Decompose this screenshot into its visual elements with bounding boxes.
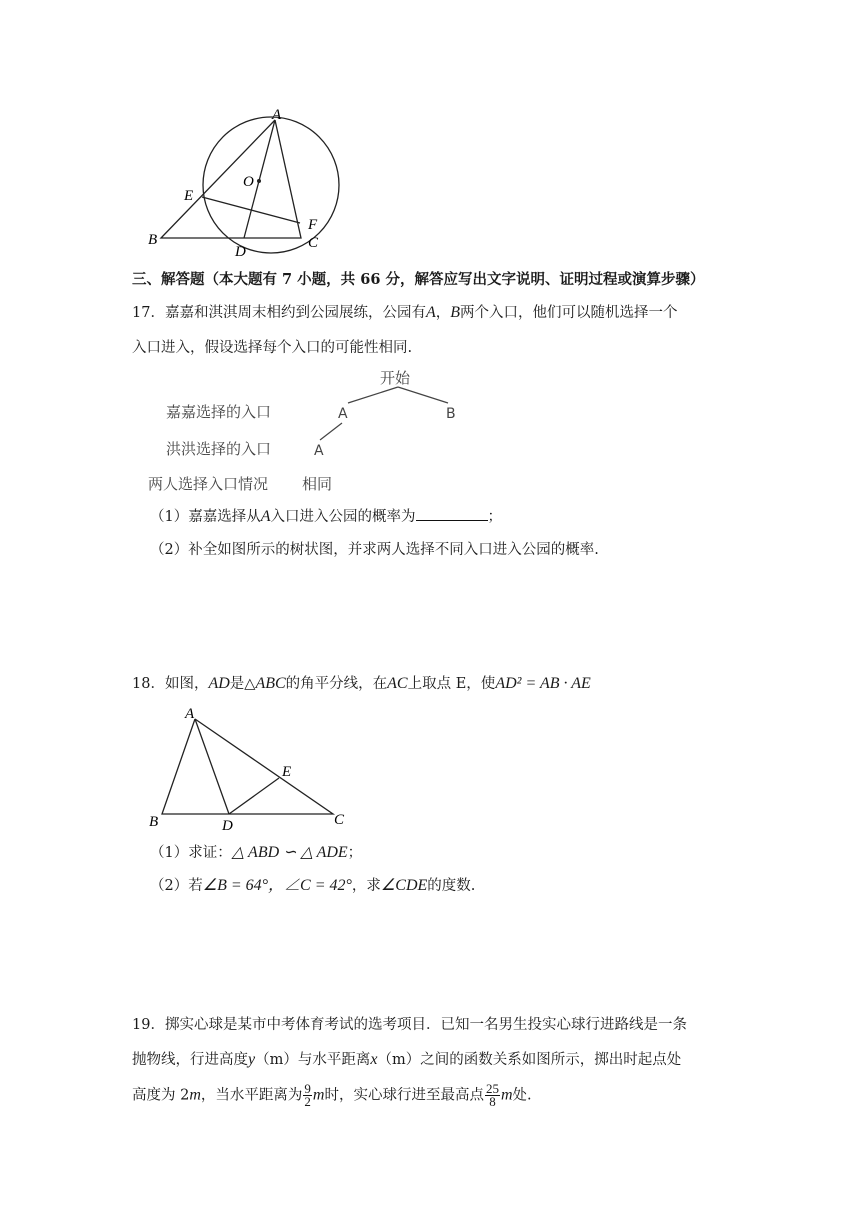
tree-start: 开始 bbox=[380, 369, 411, 387]
q18-part1-end: ； bbox=[347, 845, 363, 861]
q17-var-b: B bbox=[450, 304, 461, 321]
q18-part1 bbox=[150, 843, 362, 863]
label-b: B bbox=[148, 232, 158, 248]
q19-y: y bbox=[248, 1051, 256, 1068]
tree-node-b1: B bbox=[446, 406, 456, 422]
q17-part1 bbox=[150, 506, 502, 527]
tree-node-a1: A bbox=[338, 406, 348, 422]
frac1-num: 9 bbox=[304, 1081, 311, 1096]
q17-text-a: 17．嘉嘉和淇淇周末相约到公园展练，公园有 bbox=[132, 305, 426, 321]
frac2-den: 8 bbox=[489, 1094, 496, 1109]
q18-part2-mid: ，求 bbox=[351, 878, 381, 894]
q18-equation: AD² = AB · AE bbox=[495, 675, 591, 692]
q18-part2-end: 的度数. bbox=[427, 878, 476, 894]
q18-label-e: E bbox=[282, 764, 292, 780]
label-f: F bbox=[308, 217, 318, 233]
q17-part1-end: ； bbox=[487, 509, 503, 525]
q19-l3d: 处. bbox=[512, 1087, 532, 1104]
q19-l3b: ，当水平距离为 bbox=[200, 1087, 303, 1104]
q18-part2-math: ∠B = 64°，∠C = 42° bbox=[202, 877, 352, 894]
tree-branch-b bbox=[398, 387, 448, 403]
q17-line1 bbox=[132, 303, 678, 323]
q17-text-b: 两个入口，他们可以随机选择一个 bbox=[460, 305, 678, 321]
fraction-nine-halves bbox=[303, 1083, 312, 1108]
triangle-abc bbox=[161, 120, 301, 238]
q18-t1: 是△ bbox=[229, 676, 256, 692]
segment-ef bbox=[202, 197, 300, 223]
triangle-abc-q18 bbox=[162, 719, 333, 814]
q19-m3: m bbox=[500, 1086, 513, 1104]
q17-part1-pre: （1）嘉嘉选择从 bbox=[150, 509, 261, 525]
tree-row3-label: 两人选择入口情况 bbox=[148, 475, 269, 493]
q19-l2a: 抛物线，行进高度 bbox=[132, 1052, 248, 1068]
q18-ac: AC bbox=[387, 675, 408, 692]
q18-pre: 18．如图， bbox=[132, 676, 209, 692]
q18-part2-angle: ∠CDE bbox=[380, 877, 428, 894]
segment-de bbox=[229, 778, 279, 814]
q18-part2 bbox=[150, 876, 475, 896]
tree-node-a2: A bbox=[314, 443, 324, 459]
q18-label-c: C bbox=[334, 812, 345, 828]
q19-l2c: （m）之间的函数关系如图所示，掷出时起点处 bbox=[377, 1052, 682, 1068]
label-c: C bbox=[308, 235, 319, 251]
q19-x: x bbox=[370, 1051, 378, 1068]
q18-stem bbox=[132, 674, 591, 694]
tree-branch-a2 bbox=[320, 423, 342, 440]
q18-label-b: B bbox=[149, 814, 159, 830]
q19-line2 bbox=[132, 1050, 681, 1070]
q18-t3: 上取点 E，使 bbox=[407, 676, 496, 692]
tree-row2-label: 洪洪选择的入口 bbox=[166, 440, 272, 458]
label-o: O bbox=[243, 174, 254, 190]
answer-blank bbox=[416, 506, 488, 521]
triangle-figure bbox=[140, 700, 360, 835]
tree-row1-label: 嘉嘉选择的入口 bbox=[166, 403, 272, 421]
tree-branch-a bbox=[348, 387, 398, 403]
q19-line1: 19．掷实心球是某市中考体育考试的选考项目．已知一名男生投实心球行进路线是一条 bbox=[132, 1017, 687, 1033]
q17-part2: （2）补全如图所示的树状图，并求两人选择不同入口进入公园的概率. bbox=[150, 542, 599, 558]
q18-part1-pre: （1）求证： bbox=[150, 845, 232, 861]
tree-diagram bbox=[140, 365, 500, 500]
q19-l3a: 高度为 2 bbox=[132, 1087, 190, 1104]
q17-part1-post: 入口进入公园的概率为 bbox=[270, 509, 416, 525]
frac1-den: 2 bbox=[304, 1094, 311, 1109]
q18-t2: 的角平分线，在 bbox=[285, 676, 388, 692]
section-heading: 三、解答题（本大题有 7 小题，共 66 分，解答应写出文字说明、证明过程或演算步骤） bbox=[132, 271, 705, 288]
q18-part1-math: △ ABD ∽ △ ADE bbox=[231, 844, 348, 861]
segment-ad-q18 bbox=[195, 719, 229, 814]
q18-abc: ABC bbox=[255, 675, 286, 692]
label-a: A bbox=[272, 107, 282, 123]
q19-line3 bbox=[132, 1083, 532, 1108]
label-d: D bbox=[235, 244, 246, 260]
label-e: E bbox=[184, 188, 194, 204]
fraction-25-8 bbox=[485, 1083, 500, 1108]
q17-sep: ， bbox=[435, 305, 451, 321]
circle-figure bbox=[140, 105, 340, 260]
q17-part1-var: A bbox=[260, 508, 271, 525]
q18-label-d: D bbox=[222, 818, 233, 834]
q17-line2: 入口进入，假设选择每个入口的可能性相同. bbox=[132, 340, 413, 356]
q19-l2b: （m）与水平距离 bbox=[255, 1052, 371, 1068]
q18-ad: AD bbox=[208, 675, 230, 692]
q17-var-a: A bbox=[425, 304, 436, 321]
q18-part2-pre: （2）若 bbox=[150, 878, 203, 894]
q19-m2: m bbox=[312, 1086, 325, 1104]
tree-row3-value: 相同 bbox=[302, 475, 333, 493]
q19-l3c: 时，实心球行进至最高点 bbox=[324, 1087, 484, 1104]
center-dot bbox=[257, 179, 261, 183]
q19-m1: m bbox=[189, 1086, 201, 1104]
q18-label-a: A bbox=[185, 706, 195, 722]
frac2-num: 25 bbox=[485, 1081, 499, 1096]
